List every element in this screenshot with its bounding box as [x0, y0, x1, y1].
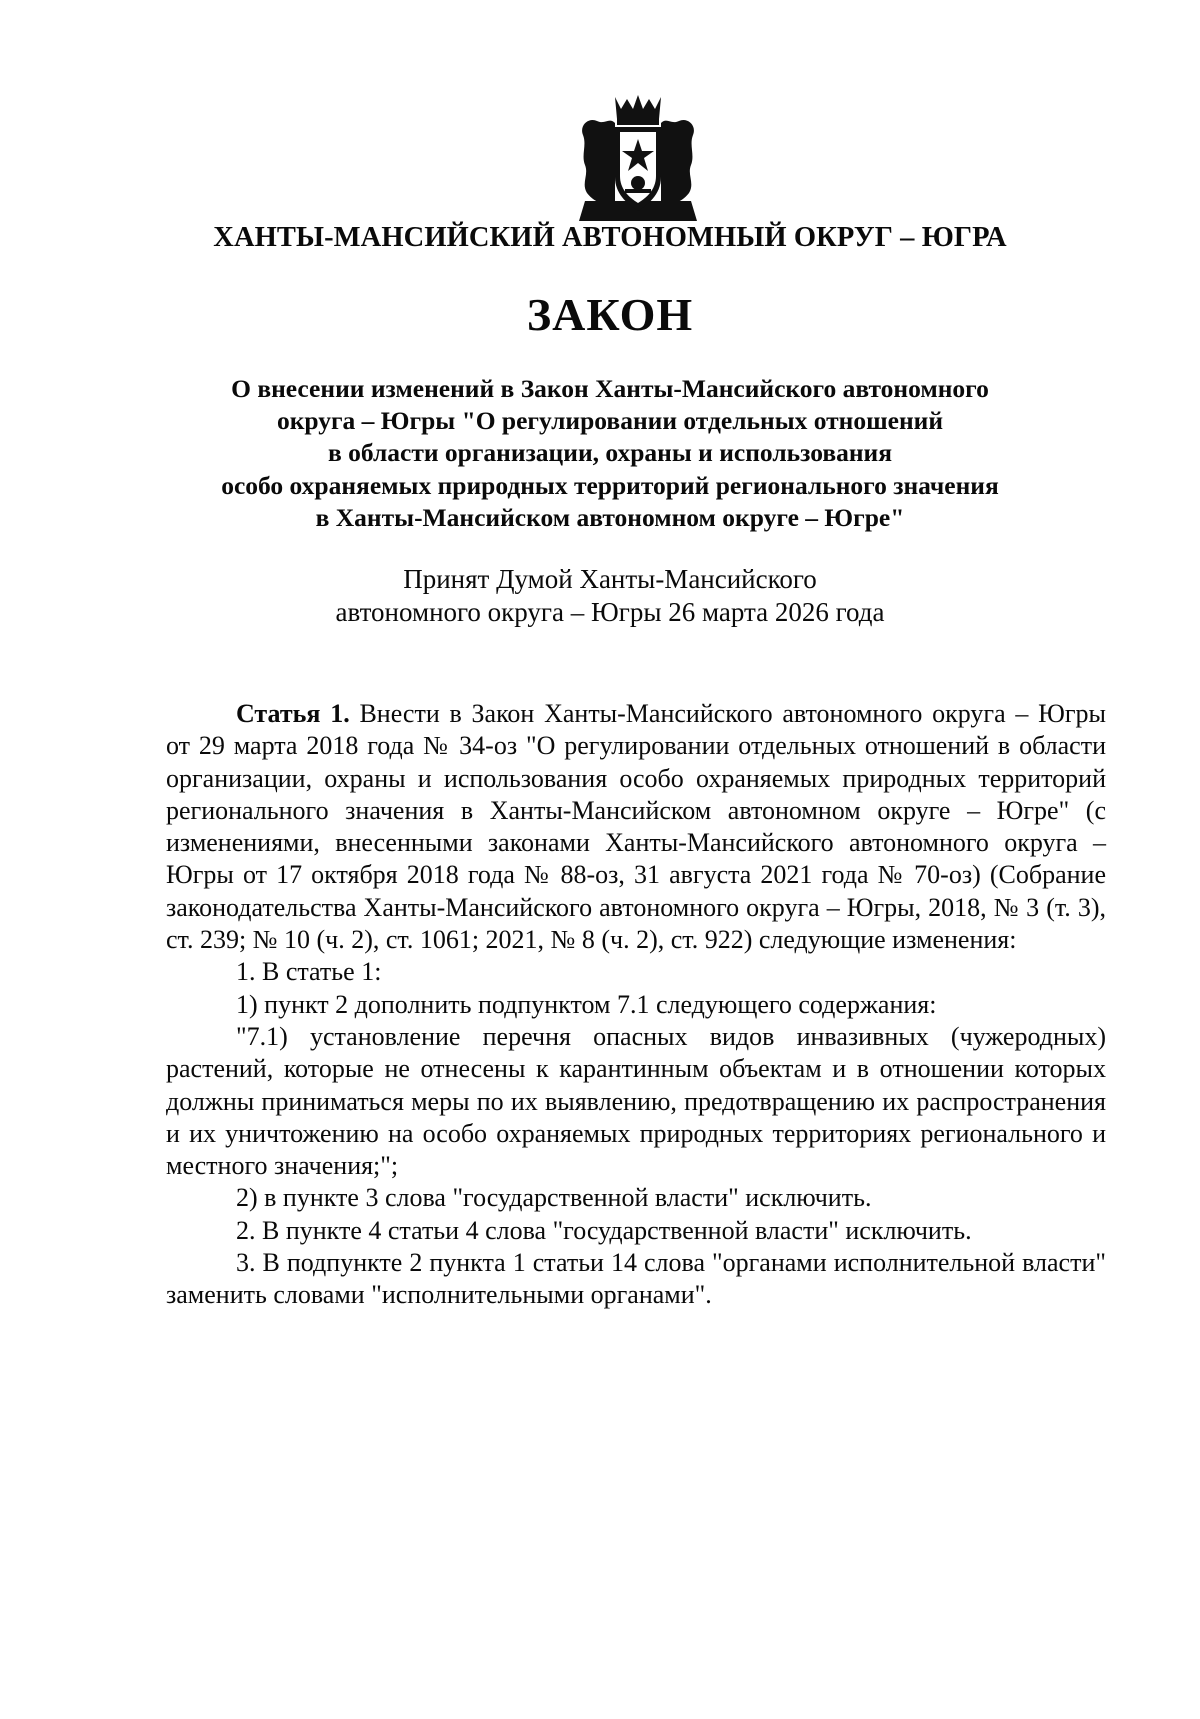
article-1 — [166, 698, 1106, 1312]
list-item: 1. В статье 1: — [236, 957, 382, 987]
subject-line: О внесении изменений в Закон Ханты-Мансийского автономного — [231, 374, 989, 403]
law-subject — [150, 373, 1070, 534]
coat-of-arms-icon — [575, 95, 701, 221]
article-1-intro — [166, 698, 1106, 956]
list-item: "7.1) установление перечня опасных видов инвазивных (чужеродных) растений, которые не отнесены к карантинным объектам и в отношении которых должны приниматься меры по их выявлению, предотвращению их распространения и их уничтожению на особо охраняемых природных территориях регионального и местного значения;"; — [166, 1021, 1106, 1181]
article-label: Статья 1. — [236, 699, 350, 728]
subject-line: округа – Югры "О регулировании отдельных отношений — [276, 406, 944, 436]
subject-line: в области организации, охраны и использования — [327, 438, 893, 468]
region-name: ХАНТЫ-МАНСИЙСКИЙ АВТОНОМНЫЙ ОКРУГ – ЮГРА — [213, 222, 1007, 253]
adoption-note — [150, 563, 1070, 629]
article-intro-text: Внести в Закон Ханты-Мансийского автономного округа – Югры от 29 марта 2018 года № 34-оз "О регулировании отдельных отношений в области организации, охраны и использования особо охраняемых природных территорий регионального значения в Ханты-Мансийском автономном округе – Югре" (с изменениями, внесенными законами Ханты-Мансийского автономного округа – Югры от 17 октября 2018 года № 88-оз, 31 августа 2021 года № 70-оз) (Собрание законодательства Ханты-Мансийского автономного округа – Югры, 2018, № 3 (т. 3), ст. 239; № 10 (ч. 2), ст. 1061; 2021, № 8 (ч. 2), ст. 922) следующие изменения: — [166, 699, 1107, 955]
list-item: 2. В пункте 4 статьи 4 слова "государственной власти" исключить. — [236, 1215, 972, 1245]
list-item: 3. В подпункте 2 пункта 1 статьи 14 слова "органами исполнительной власти" заменить словами "исполнительными органами". — [166, 1248, 1106, 1310]
subject-line: особо охраняемых природных территорий регионального значения — [221, 470, 999, 500]
list-item: 2) в пункте 3 слова "государственной власти" исключить. — [236, 1183, 872, 1213]
document-type: ЗАКОН — [526, 289, 694, 340]
adoption-line: Принят Думой Ханты-Мансийского — [403, 564, 817, 594]
adoption-line: автономного округа – Югры 26 марта 2026 года — [335, 597, 885, 627]
list-item: 1) пункт 2 дополнить подпунктом 7.1 следующего содержания: — [236, 989, 937, 1019]
subject-line: в Ханты-Мансийском автономном округе – Югре" — [315, 502, 905, 532]
